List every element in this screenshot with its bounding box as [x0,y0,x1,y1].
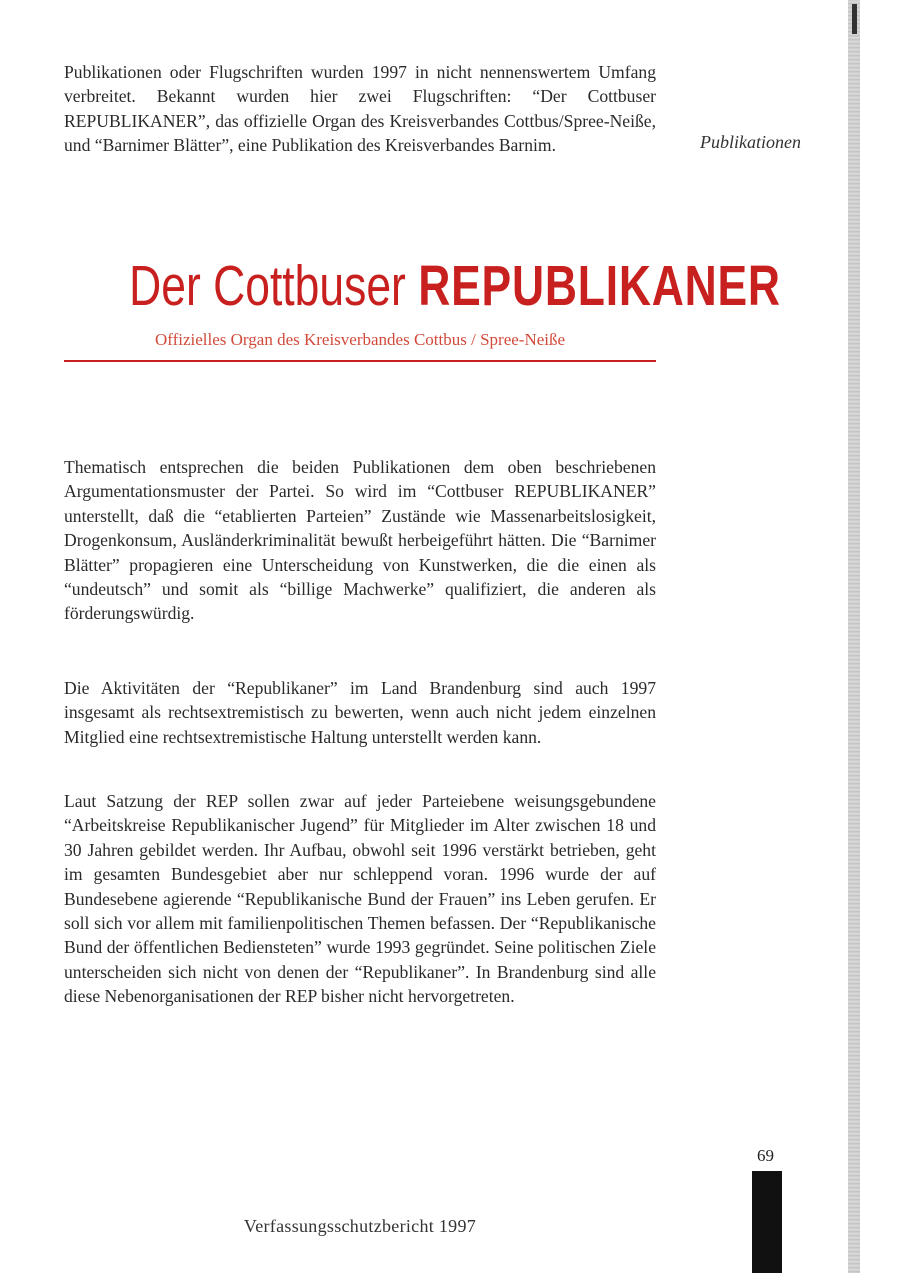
page-footer: Verfassungsschutzbericht 1997 [243,1216,477,1236]
page-edge-mark [852,4,857,34]
page-edge [848,0,860,1273]
masthead-rule [64,360,656,362]
page-number: 69 [757,1146,774,1165]
thumb-index-tab [752,1171,782,1273]
paragraph-publications: Publikationen oder Flugschriften wurden 1997 in nicht nennenswertem Umfang verbreitet. Bekannt wurden hier zwei Flugschriften: “Der Cottbuser REPUBLIKANER”, das offizielle Organ des Kreisverbandes Cottbus/Spree-Neiße, und “Barnimer Blätter”, eine Publikation des Kreisverbandes Barnim. [64,62,656,156]
masthead-title-main: REPUBLIKANER [418,254,781,318]
masthead-subtitle: Offizielles Organ des Kreisverbandes Cottbus / Spree-Neiße [154,330,566,349]
masthead-image [64,250,781,362]
masthead-title [129,250,781,322]
paragraph-statute: Laut Satzung der REP sollen zwar auf jeder Parteiebene weisungsgebundene “Arbeitskreise Republikanischer Jugend” für Mitglieder im Alter zwischen 18 und 30 Jahren gebildet werden. Ihr Aufbau, obwohl seit 1996 verstärkt betrieben, geht im gesamten Bundesgebiet aber nur schleppend voran. 1996 wurde der auf Bundesebene agierende “Republikanische Bund der Frauen” ins Leben gerufen. Er soll sich vor allem mit familienpolitischen Themen befassen. Der “Republikanische Bund der öffentlichen Bediensteten” wurde 1993 gegründet. Seine politischen Ziele unterscheiden sich nicht von denen der “Republikaner”. In Brandenburg sind alle diese Nebenorganisationen der REP bisher nicht hervorgetreten. [64,791,656,1007]
masthead-title-prefix: Der Cottbuser [129,254,406,318]
margin-note: Publikationen [700,132,801,152]
paragraph-thematic: Thematisch entsprechen die beiden Publikationen dem oben beschriebenen Argumentationsmuster der Partei. So wird im “Cottbuser REPUBLIKANER” unterstellt, daß die “etablierten Parteien” Zustände wie Massenarbeitslosigkeit, Drogenkonsum, Ausländerkriminalität bewußt herbeigeführt hätten. Die “Barnimer Blätter” propagieren eine Unterscheidung von Kunstwerken, die die einen als “undeutsch” und somit als “billige Machwerke” qualifiziert, die anderen als förderungswürdig. [64,457,656,624]
paragraph-activities: Die Aktivitäten der “Republikaner” im Land Brandenburg sind auch 1997 insgesamt als rechtsextremistisch zu bewerten, wenn auch nicht jedem einzelnen Mitglied eine rechtsextremistische Haltung unterstellt werden kann. [64,678,656,747]
